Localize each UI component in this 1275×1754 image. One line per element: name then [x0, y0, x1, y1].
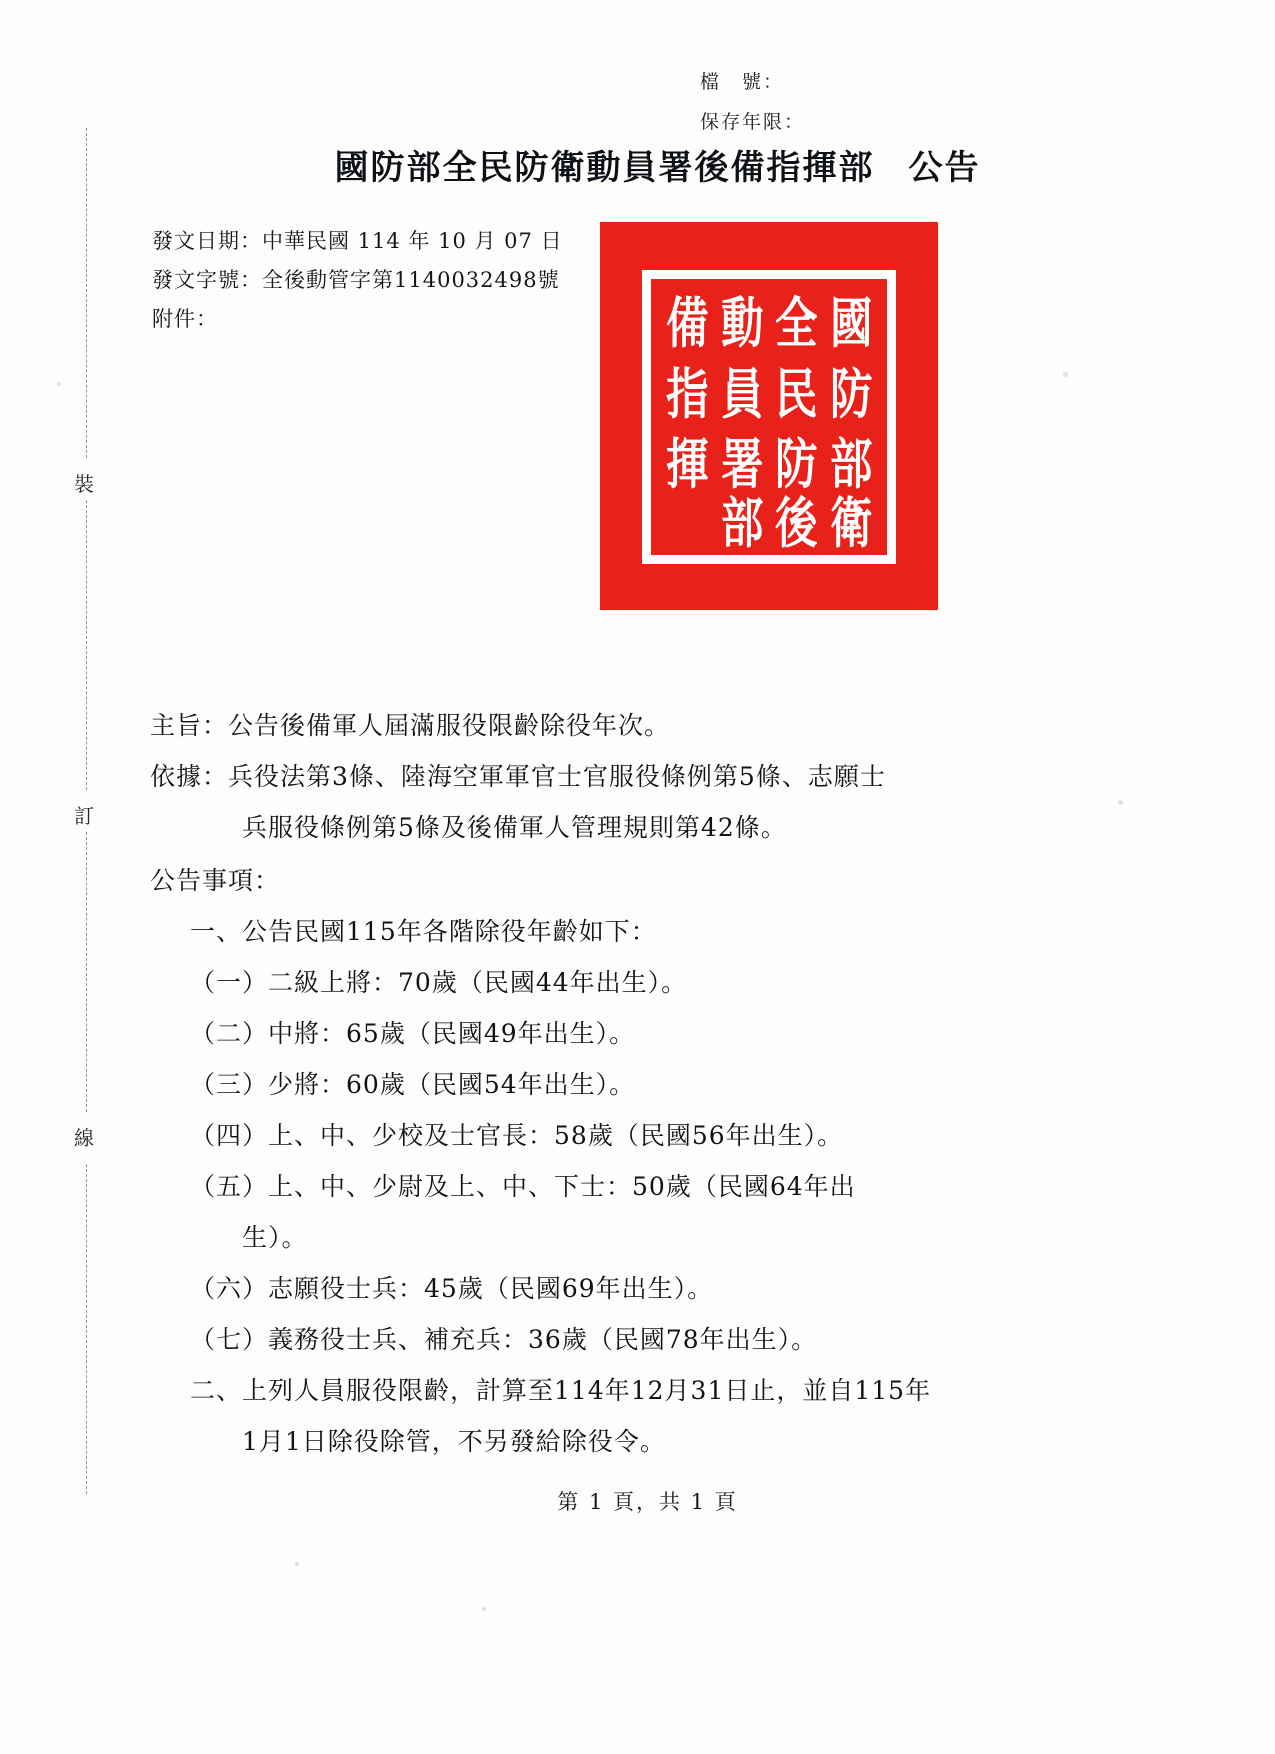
retention-period-label: 保存年限： — [700, 111, 806, 133]
list-item — [150, 957, 1150, 1008]
seal-char: 揮 — [666, 432, 709, 497]
issue-info — [152, 222, 563, 339]
notice-section-label: 公告事項： — [150, 866, 281, 895]
notice-item-1-text: 公告民國115年各階除役年齡如下： — [242, 917, 657, 946]
list-item — [150, 1110, 1150, 1161]
attachment-line — [152, 300, 563, 339]
document-number-label: 發文字號： — [152, 268, 262, 292]
attachment-label: 附件： — [152, 307, 218, 331]
seal-char: 後 — [775, 491, 818, 555]
binding-dash-line — [86, 128, 87, 458]
list-item-text: 二級上將：70歲（民國44年出生）。 — [268, 968, 688, 997]
list-item-label: （四） — [190, 1121, 269, 1150]
list-item-label: （一） — [190, 968, 269, 997]
list-item-text: 義務役士兵、補充兵：36歲（民國78年出生）。 — [268, 1325, 818, 1354]
subject-label: 主旨： — [150, 711, 229, 740]
notice-item-2-text-line-2: 1月1日除役除管，不另發給除役令。 — [242, 1427, 666, 1456]
seal-char: 國 — [829, 291, 872, 356]
list-item-text: 上、中、少校及士官長：58歲（民國56年出生）。 — [268, 1121, 844, 1150]
notice-item-2-text-line-1: 上列人員服役限齡，計算至114年12月31日止，並自115年 — [242, 1376, 932, 1405]
basis-row — [150, 751, 1150, 802]
list-item — [150, 1263, 1150, 1314]
list-item-text: 少將：60歲（民國54年出生）。 — [268, 1070, 636, 1099]
basis-label: 依據： — [150, 762, 229, 791]
binding-dash-line — [86, 1164, 87, 1494]
notice-item-1-label: 一、 — [190, 917, 243, 946]
list-item — [150, 1314, 1150, 1365]
document-number-value: 全後動管字第1140032498號 — [262, 268, 560, 292]
notice-item-2 — [150, 1365, 1150, 1416]
list-item-label: （六） — [190, 1274, 269, 1303]
page-title — [0, 140, 1275, 189]
document-body — [150, 700, 1150, 1467]
scan-speckle — [295, 1562, 299, 1566]
binding-dash-line — [86, 500, 87, 790]
subject-text: 公告後備軍人屆滿服役限齡除役年次。 — [228, 711, 671, 740]
seal-char: 部 — [720, 491, 763, 555]
binding-mark-ding: 訂 — [74, 804, 96, 828]
binding-mark-xian: 線 — [74, 1126, 96, 1150]
seal-char: 防 — [829, 362, 872, 426]
notice-item-2-label: 二、 — [190, 1376, 243, 1405]
seal-char: 動 — [720, 291, 763, 356]
seal-character-grid — [660, 288, 878, 555]
issue-date-line — [152, 222, 563, 261]
seal-char: 署 — [720, 432, 763, 497]
scan-speckle — [57, 382, 61, 386]
seal-char: 民 — [775, 362, 818, 426]
list-item-text: 中將：65歲（民國49年出生）。 — [268, 1019, 636, 1048]
seal-char: 員 — [720, 362, 763, 426]
subject-row — [150, 700, 1150, 751]
seal-char: 全 — [775, 291, 818, 356]
binding-mark-zhuang: 裝 — [74, 472, 96, 496]
issue-date-label: 發文日期： — [152, 229, 262, 253]
notice-item-1 — [150, 906, 1150, 957]
seal-char-filler — [662, 496, 712, 550]
list-item-text: 上、中、少尉及上、中、下士：50歲（民國64年出 — [268, 1172, 856, 1201]
header-meta — [700, 62, 1120, 142]
page-footer: 第 1 頁，共 1 頁 — [557, 1490, 738, 1514]
list-item-label: （五） — [190, 1172, 269, 1201]
document-type: 公告 — [908, 148, 981, 188]
seal-char: 指 — [666, 362, 709, 426]
scan-speckle — [1118, 800, 1123, 805]
issue-date-value: 中華民國 114 年 10 月 07 日 — [262, 229, 563, 253]
seal-char: 防 — [775, 432, 818, 497]
list-item-label: （三） — [190, 1070, 269, 1099]
seal-char: 衛 — [829, 491, 872, 555]
official-seal-stamp — [600, 222, 938, 610]
scan-speckle — [482, 1607, 486, 1611]
list-item — [150, 1059, 1150, 1110]
file-number-label: 檔 號： — [700, 71, 785, 93]
list-item-text: 志願役士兵：45歲（民國69年出生）。 — [268, 1274, 714, 1303]
list-item-continuation: 生）。 — [242, 1223, 308, 1252]
issuing-organization: 國防部全民防衛動員署後備指揮部 — [334, 148, 875, 188]
seal-border — [642, 270, 896, 564]
scan-speckle — [1063, 372, 1068, 377]
seal-char: 部 — [829, 432, 872, 497]
basis-text-line-1: 兵役法第3條、陸海空軍軍官士官服役條例第5條、志願士 — [228, 762, 886, 791]
document-number-line — [152, 261, 563, 300]
list-item-label: （七） — [190, 1325, 269, 1354]
list-item — [150, 1161, 1150, 1212]
list-item-label: （二） — [190, 1019, 269, 1048]
list-item — [150, 1008, 1150, 1059]
seal-char: 備 — [666, 291, 709, 356]
basis-text-line-2: 兵服役條例第5條及後備軍人管理規則第42條。 — [242, 813, 787, 842]
binding-dash-line — [86, 832, 87, 1112]
